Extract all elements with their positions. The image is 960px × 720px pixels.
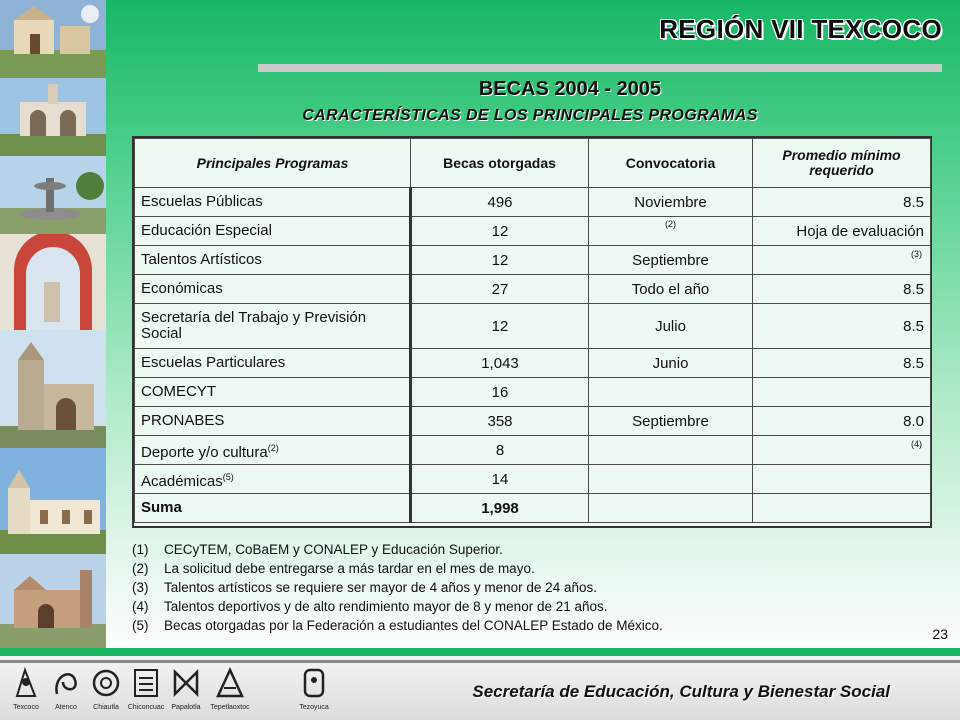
promedio-cell: 8.5 <box>753 188 931 217</box>
header-convocatoria: Convocatoria <box>589 139 753 188</box>
municipio-label: Tezoyuca <box>299 704 329 711</box>
footer-band <box>0 648 960 656</box>
footnotes <box>132 540 832 635</box>
becas-cell: 12 <box>411 246 589 275</box>
promedio-cell <box>753 436 931 465</box>
municipio-glyph <box>46 666 86 711</box>
header-promedio: Promedio mínimo requerido <box>753 139 931 188</box>
municipio-label: Texcoco <box>13 704 39 711</box>
total-row <box>135 494 931 523</box>
municipio-label: Chiautla <box>93 704 119 711</box>
convocatoria-cell: Junio <box>589 349 753 378</box>
header-becas: Becas otorgadas <box>411 139 589 188</box>
municipio-glyph <box>210 666 250 711</box>
becas-cell: 358 <box>411 407 589 436</box>
table-row <box>135 188 931 217</box>
promedio-cell <box>753 246 931 275</box>
region-title: REGIÓN VII TEXCOCO <box>659 14 942 44</box>
convocatoria-cell <box>589 494 753 523</box>
convocatoria-cell: Septiembre <box>589 246 753 275</box>
table-row <box>135 246 931 275</box>
photo-strip <box>0 0 106 648</box>
footnote-marker: (3) <box>132 580 149 595</box>
papalotla-glyph-icon <box>171 666 201 700</box>
tepetlaoxtoc-glyph-icon <box>215 666 245 700</box>
programa-cell: Secretaría del Trabajo y Previsión Social <box>135 304 411 349</box>
municipio-glyph <box>166 666 206 711</box>
municipio-glyph <box>86 666 126 711</box>
promedio-cell <box>753 378 931 407</box>
municipio-glyph <box>126 666 166 711</box>
footnote-text: Talentos artísticos se requiere ser mayor de 4 años y menor de 24 años. <box>164 580 597 595</box>
total-label: Suma <box>135 494 411 523</box>
atenco-glyph-icon <box>51 666 81 700</box>
tezoyuca-glyph-icon <box>299 666 329 700</box>
footnote-item <box>132 578 832 597</box>
convocatoria-cell <box>589 217 753 246</box>
secretaria-title: Secretaría de Educación, Cultura y Bienestar Social <box>472 682 890 701</box>
footnote-item <box>132 540 832 559</box>
footer <box>0 656 960 720</box>
programa-cell: COMECYT <box>135 378 411 407</box>
table-row <box>135 349 931 378</box>
municipio-glyph <box>294 666 334 711</box>
convent-photo <box>0 448 106 554</box>
programa-cell <box>135 465 411 494</box>
footer-divider <box>0 660 960 663</box>
table-row <box>135 217 931 246</box>
footnote-item <box>132 559 832 578</box>
convocatoria-cell: Todo el año <box>589 275 753 304</box>
tower-photo <box>0 330 106 448</box>
header-programas: Principales Programas <box>135 139 411 188</box>
table-row <box>135 304 931 349</box>
programa-label: Académicas <box>141 472 223 490</box>
municipio-label: Tepetlaoxtoc <box>210 704 250 711</box>
municipio-label: Atenco <box>55 704 77 711</box>
table-row <box>135 436 931 465</box>
convocatoria-cell <box>589 465 753 494</box>
church-photo <box>0 0 106 78</box>
title-divider <box>258 64 942 72</box>
footnote-marker: (3) <box>911 249 922 259</box>
footnote-marker: (1) <box>132 542 149 557</box>
convocatoria-cell: Noviembre <box>589 188 753 217</box>
footnote-marker: (2) <box>665 219 676 229</box>
arch-photo <box>0 78 106 156</box>
municipio-glyph <box>6 666 46 711</box>
footnote-marker: (5) <box>132 618 149 633</box>
footnote-marker: (4) <box>132 599 149 614</box>
becas-cell: 1,043 <box>411 349 589 378</box>
promedio-cell: Hoja de evaluación <box>753 217 931 246</box>
table-row <box>135 378 931 407</box>
programa-cell: Escuelas Públicas <box>135 188 411 217</box>
programa-cell: Educación Especial <box>135 217 411 246</box>
footnote-marker: (4) <box>911 439 922 449</box>
table-row <box>135 465 931 494</box>
programa-cell: Escuelas Particulares <box>135 349 411 378</box>
footnote-marker: (2) <box>132 561 149 576</box>
footnote-marker: (5) <box>222 471 234 482</box>
convocatoria-cell: Septiembre <box>589 407 753 436</box>
page-number: 23 <box>932 626 948 642</box>
chiconcuac-glyph-icon <box>131 666 161 700</box>
footnote-text: Becas otorgadas por la Federación a estudiantes del CONALEP Estado de México. <box>164 618 663 633</box>
promedio-cell: 8.5 <box>753 349 931 378</box>
ruin-photo <box>0 554 106 648</box>
footnote-text: La solicitud debe entregarse a más tardar en el mes de mayo. <box>164 561 535 576</box>
programa-cell <box>135 436 411 465</box>
promedio-cell <box>753 465 931 494</box>
programa-cell: PRONABES <box>135 407 411 436</box>
texcoco-glyph-icon <box>11 666 41 700</box>
becas-cell: 14 <box>411 465 589 494</box>
becas-cell: 27 <box>411 275 589 304</box>
footnote-item <box>132 597 832 616</box>
becas-cell: 8 <box>411 436 589 465</box>
footnote-text: Talentos deportivos y de alto rendimiento mayor de 8 y menor de 21 años. <box>164 599 608 614</box>
main-title: BECAS 2004 - 2005 <box>478 78 662 100</box>
programa-cell: Talentos Artísticos <box>135 246 411 275</box>
programa-cell: Económicas <box>135 275 411 304</box>
table-row <box>135 275 931 304</box>
municipio-label: Chiconcuac <box>127 704 165 711</box>
promedio-cell: 8.5 <box>753 275 931 304</box>
table-header-row <box>135 139 931 188</box>
becas-table <box>132 136 932 528</box>
promedio-cell: 8.0 <box>753 407 931 436</box>
footnote-item <box>132 616 832 635</box>
gate-photo <box>0 234 106 330</box>
convocatoria-cell <box>589 436 753 465</box>
total-becas: 1,998 <box>411 494 589 523</box>
convocatoria-cell <box>589 378 753 407</box>
programa-label: Deporte y/o cultura <box>141 443 268 461</box>
promedio-cell: 8.5 <box>753 304 931 349</box>
sub-title: CARACTERÍSTICAS DE LOS PRINCIPALES PROGRAMAS <box>302 107 758 124</box>
becas-cell: 16 <box>411 378 589 407</box>
becas-cell: 12 <box>411 304 589 349</box>
municipio-label: Papalotla <box>171 704 201 711</box>
footnote-text: CECyTEM, CoBaEM y CONALEP y Educación Superior. <box>164 542 503 557</box>
fountain-photo <box>0 156 106 234</box>
promedio-cell <box>753 494 931 523</box>
chiautla-glyph-icon <box>91 666 121 700</box>
footnote-marker: (2) <box>267 442 279 453</box>
convocatoria-cell: Julio <box>589 304 753 349</box>
becas-cell: 12 <box>411 217 589 246</box>
becas-cell: 496 <box>411 188 589 217</box>
table-row <box>135 407 931 436</box>
